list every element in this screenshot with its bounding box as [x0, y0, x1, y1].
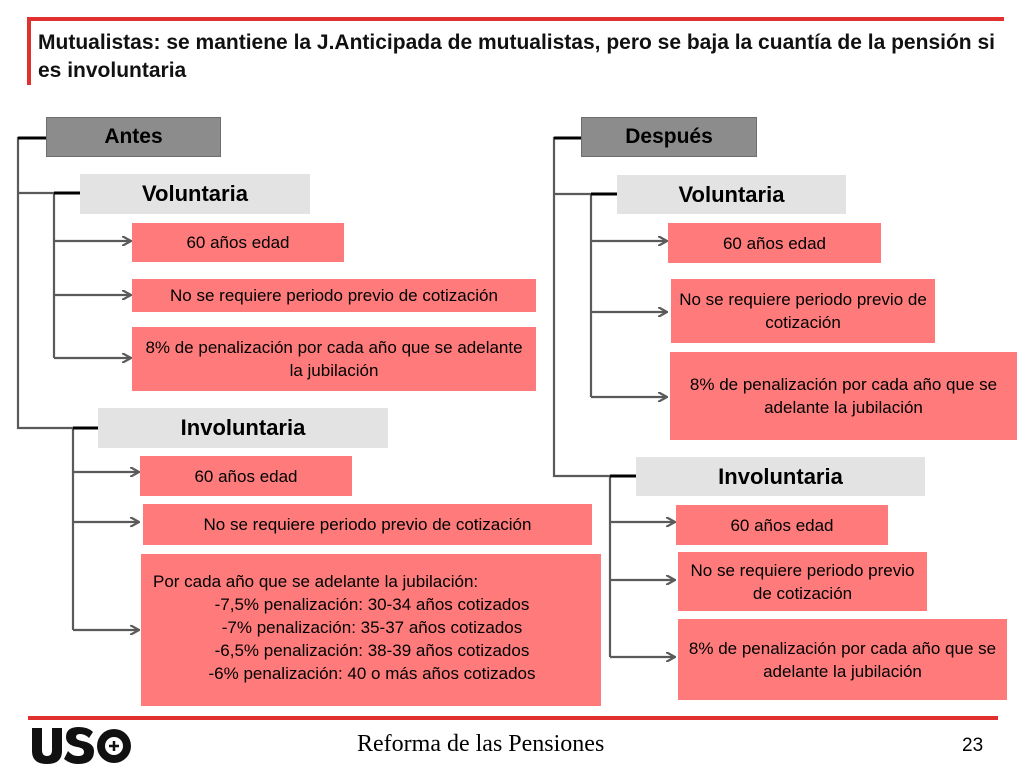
- despues-involuntaria-item-penalizacion: 8% de penalización por cada año que se adelante la jubilación: [678, 619, 1007, 700]
- despues-voluntaria-label: Voluntaria: [617, 175, 846, 214]
- penalty-line: -6% penalización: 40 o más años cotizados: [208, 664, 536, 683]
- antes-involuntaria-label: Involuntaria: [98, 408, 388, 448]
- penalty-line: -7,5% penalización: 30-34 años cotizados: [214, 595, 530, 614]
- antes-voluntaria-item-cotizacion: No se requiere periodo previo de cotización: [132, 279, 536, 312]
- penalty-line: -7% penalización: 35-37 años cotizados: [221, 618, 523, 637]
- footer-title: Reforma de las Pensiones: [357, 731, 605, 757]
- despues-header: Después: [581, 117, 757, 157]
- footer-rule: [28, 716, 998, 720]
- antes-voluntaria-item-age: 60 años edad: [132, 223, 344, 262]
- page-number: 23: [962, 735, 984, 756]
- despues-involuntaria-item-age: 60 años edad: [676, 505, 888, 545]
- despues-voluntaria-item-cotizacion: No se requiere periodo previo de cotización: [671, 279, 935, 343]
- antes-voluntaria-label: Voluntaria: [80, 174, 310, 214]
- slide-title: Mutualistas: se mantiene la J.Anticipada de mutualistas, pero se baja la cuantía de la pensión si es involuntaria: [38, 31, 995, 82]
- antes-header: Antes: [46, 117, 221, 157]
- despues-involuntaria-label: Involuntaria: [636, 457, 925, 496]
- antes-involuntaria-penalty-block: [141, 554, 601, 706]
- penalty-line: -6,5% penalización: 38-39 años cotizados: [214, 641, 530, 660]
- penalty-intro: Por cada año que se adelante la jubilación:: [153, 572, 479, 591]
- uso-logo: [30, 722, 132, 766]
- antes-involuntaria-item-age: 60 años edad: [140, 456, 352, 496]
- antes-voluntaria-item-penalizacion: 8% de penalización por cada año que se adelante la jubilación: [132, 327, 536, 391]
- despues-voluntaria-item-penalizacion: 8% de penalización por cada año que se adelante la jubilación: [670, 352, 1017, 440]
- despues-voluntaria-item-age: 60 años edad: [668, 223, 881, 263]
- despues-involuntaria-item-cotizacion: No se requiere periodo previo de cotización: [678, 552, 927, 611]
- antes-involuntaria-item-cotizacion: No se requiere periodo previo de cotización: [143, 504, 592, 545]
